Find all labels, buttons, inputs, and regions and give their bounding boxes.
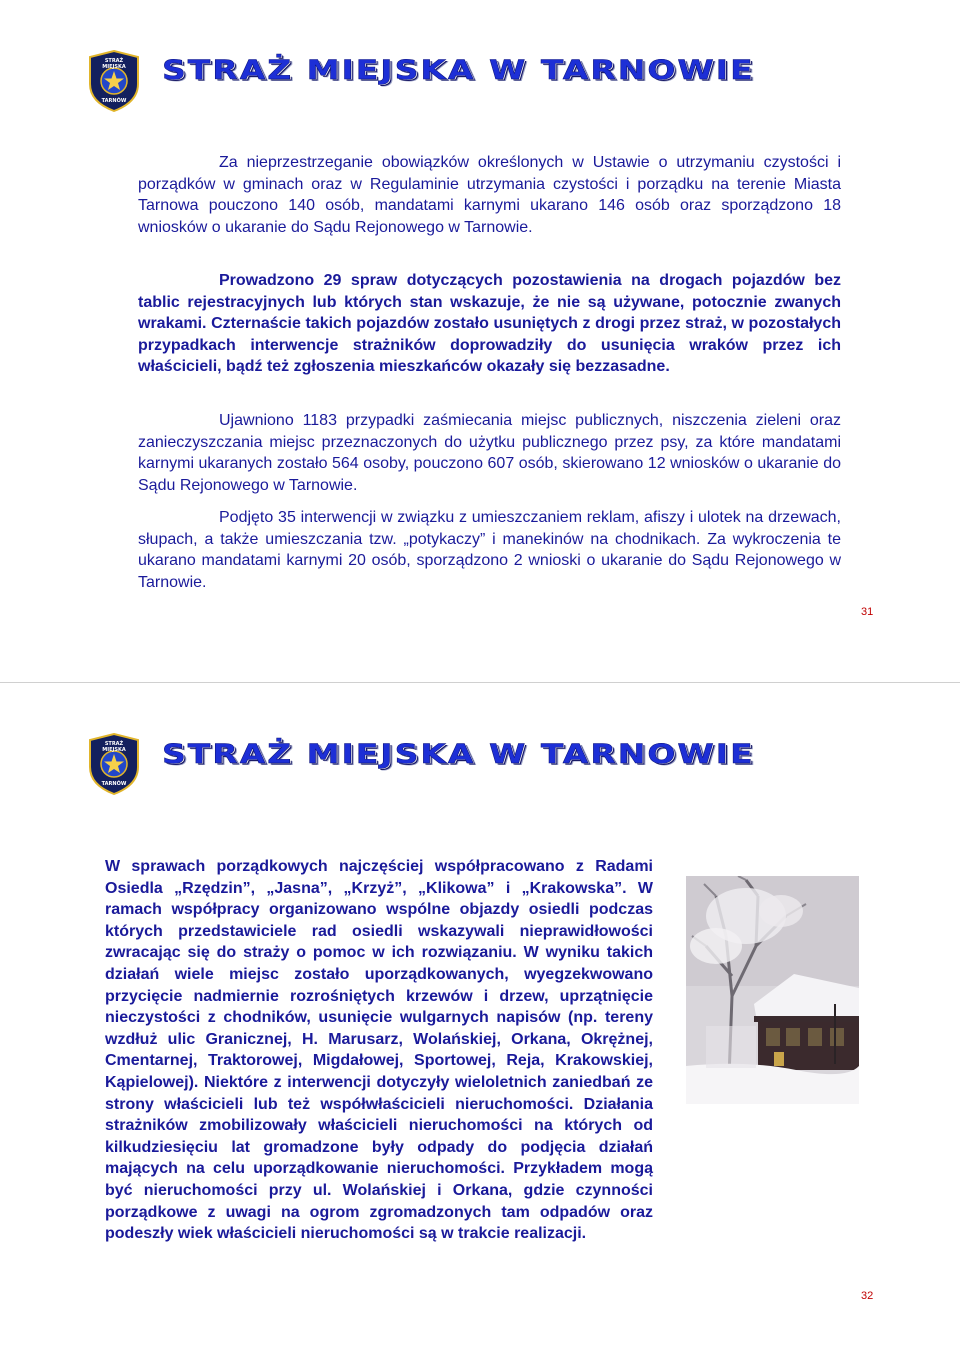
- paragraph-cooperation: W sprawach porządkowych najczęściej współpracowano z Radami Osiedla „Rzędzin”, „Jasna”, „Krzyż”, „Klikowa” i „Krakowska”. W ramach współpracy organizowano wspólne objazdy osiedli podczas których przedstawiciele rad osiedli wskazywali nieprawidłowości zwracając się do straży o pomoc w ich rozwiązaniu. W wyniku takich działań wiele miejsc zostało uporządkowanych, wyegzekwowano przycięcie nadmiernie rozrośniętych krzewów i drzew, uprzątnięcie nieczystości z chodników, usunięcie wulgarnych napisów (np. tereny wzdłuż ulic Granicznej, H. Marusarz, Wolańskiej, Orkana, Okrężnej, Cmentarnej, Traktorowej, Migdałowej, Sportowej, Reja, Krakowskiej, Kąpielowej). Niektóre z interwencji dotyczyły wieloletnich zaniedbań ze strony właścicieli lub też współwłaścicieli nieruchomości. Działania strażników zmobilizowały właścicieli nieruchomości na których od kilkudziesięciu lat gromadzone były odpady do podjęcia działań mających na celu uporządkowanie nieruchomości. Przykładem mogą być nieruchomości przy ul. Wolańskiej i Orkana, gdzie czynności porządkowe z uwagi na ogrom zgromadzonych tam odpadów oraz podeszły wiek właścicieli nieruchomości są w trakcie realizacji.: [105, 858, 653, 1243]
- banner-text: STRAŻ MIEJSKA W TARNOWIE: [162, 54, 755, 86]
- shield-icon: [88, 50, 140, 112]
- paragraph-littering: Ujawniono 1183 przypadki zaśmiecania miejsc publicznych, niszczenia zieleni oraz zanieczyszczania miejsc przeznaczonych do użytku publicznego przez psy, za które mandatami karnymi ukaranych zostało 564 osoby, pouczono 607 osób, skierowano 12 wniosków o ukaranie do Sądu Rejonowego w Tarnowie.: [138, 412, 841, 494]
- banner-title: [162, 54, 755, 85]
- badge-text-mid: MIEJSKA: [102, 64, 126, 70]
- badge-text-top: STRAŻ: [104, 58, 124, 64]
- banner-title: [162, 738, 755, 769]
- badge-text-top: STRAŻ: [104, 741, 124, 747]
- page-number: 31: [861, 606, 874, 618]
- paragraph-advertising: Podjęto 35 interwencji w związku z umieszczaniem reklam, afiszy i ulotek na drzewach, słupach, a także umieszczania tzw. „potykaczy” i manekinów na chodnikach. Za wykroczenia te ukarano mandatami karnymi 20 osób, sporządzono 2 wnioski o ukaranie do Sądu Rejonowego w Tarnowie.: [138, 509, 841, 591]
- badge-text-mid: MIEJSKA: [102, 747, 126, 753]
- winter-house-photo: [686, 876, 859, 1104]
- slide-page-31: [0, 0, 960, 683]
- badge-logo: [88, 733, 140, 793]
- badge-logo: [88, 50, 140, 110]
- page-number: 32: [861, 1290, 874, 1302]
- snowy-house-image: [686, 876, 859, 1104]
- badge-text-bottom: TARNÓW: [101, 98, 127, 104]
- paragraph-wrecks: Prowadzono 29 spraw dotyczących pozostawienia na drogach pojazdów bez tablic rejestracyjnych lub których stan wskazuje, że nie są używane, potocznie zwanych wrakami. Czternaście takich pojazdów zostało usuniętych z drogi przez straż, w pozostałych przypadkach interwencje strażników doprowadziły do usunięcia wraków przez ich właścicieli, bądź też zgłoszenia mieszkańców okazały się bezzasadne.: [138, 272, 841, 376]
- paragraph-cleanliness: Za nieprzestrzeganie obowiązków określonych w Ustawie o utrzymaniu czystości i porządków w gminach oraz w Regulaminie utrzymania czystości i porządku na terenie Miasta Tarnowa pouczono 140 osób, mandatami karnymi ukarano 146 osób oraz sporządzono 18 wniosków o ukaranie do Sądu Rejonowego w Tarnowie.: [138, 154, 841, 236]
- badge-text-bottom: TARNÓW: [101, 781, 127, 787]
- shield-icon: [88, 733, 140, 795]
- banner-text: STRAŻ MIEJSKA W TARNOWIE: [162, 738, 755, 770]
